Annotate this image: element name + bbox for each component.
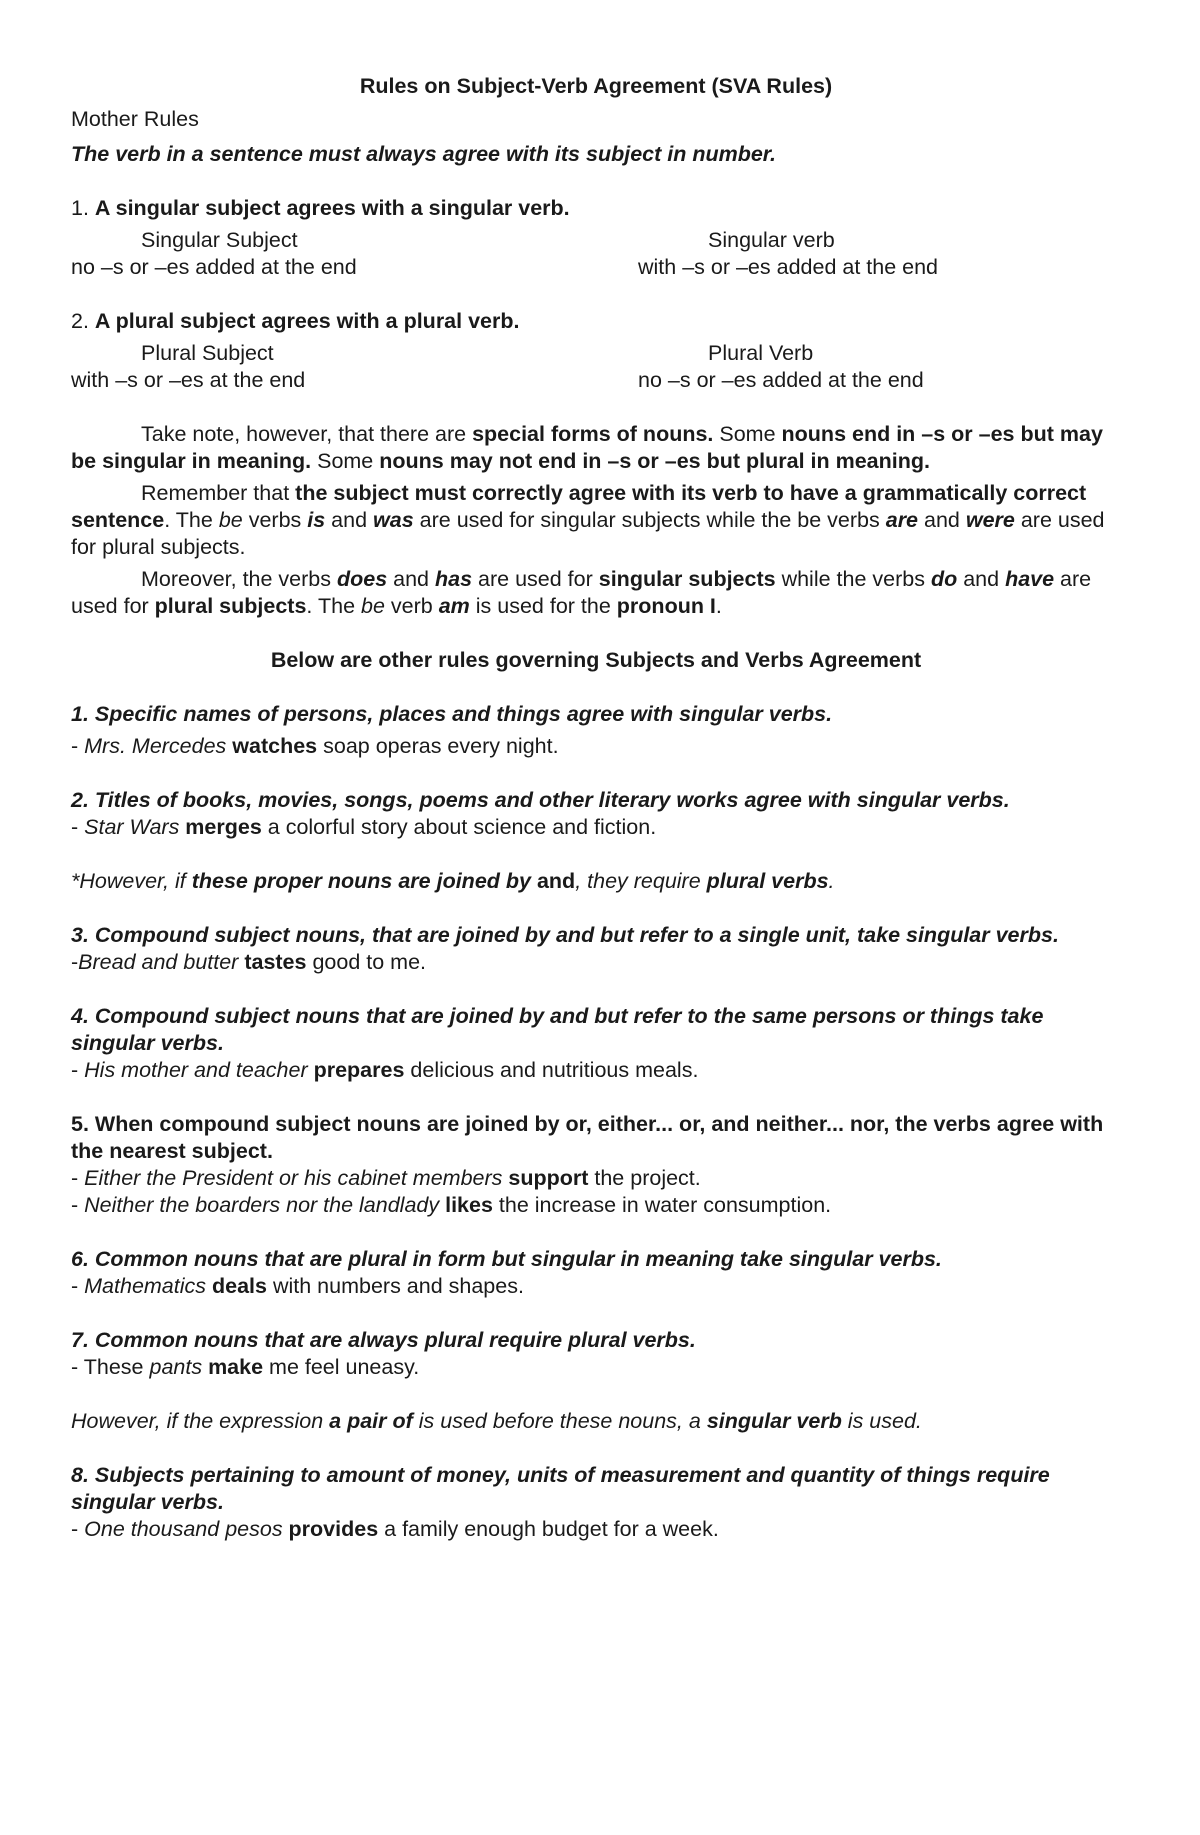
example-subject: Star Wars bbox=[84, 815, 186, 839]
text-run: are used for plural subjects. bbox=[71, 508, 1105, 559]
mother-rules-label: Mother Rules bbox=[71, 107, 199, 131]
text-run-bold-italic: does bbox=[336, 567, 388, 591]
example-prefix: - bbox=[71, 1274, 85, 1298]
example-prefix: - bbox=[71, 815, 85, 839]
other-rule-5-example-1 bbox=[71, 1165, 1121, 1192]
example-verb: support bbox=[508, 1166, 589, 1190]
example-rest: soap operas every night. bbox=[317, 734, 559, 758]
other-rule-1-heading: 1. Specific names of persons, places and things agree with singular verbs. bbox=[71, 702, 833, 726]
text-run: is used for the bbox=[469, 594, 617, 618]
paragraph-be-verbs bbox=[71, 480, 1121, 561]
example-prefix: - bbox=[71, 1193, 85, 1217]
other-rule-6-example bbox=[71, 1273, 1121, 1300]
text-run-bold: pronoun I bbox=[616, 594, 716, 618]
example-rest: me feel uneasy. bbox=[263, 1355, 420, 1379]
rule-2-right-desc: no –s or –es added at the end bbox=[638, 368, 924, 392]
text-run-bold-italic: plural verbs bbox=[706, 869, 829, 893]
rule-2-right-head: Plural Verb bbox=[708, 341, 814, 365]
rule-2-number: 2. bbox=[71, 309, 89, 333]
text-run-bold: nouns end in –s or –es but may be singular in meaning. bbox=[71, 422, 1103, 473]
text-run: are used for bbox=[472, 567, 599, 591]
document-title: Rules on Subject-Verb Agreement (SVA Rules) bbox=[359, 74, 833, 98]
other-rule-6-heading: 6. Common nouns that are plural in form but singular in meaning take singular verbs. bbox=[71, 1247, 942, 1271]
example-rest: a colorful story about science and fiction. bbox=[261, 815, 657, 839]
other-rule-8-heading: 8. Subjects pertaining to amount of money, units of measurement and quantity of things require singular verbs. bbox=[71, 1463, 1050, 1514]
example-verb: merges bbox=[185, 815, 262, 839]
example-verb: make bbox=[208, 1355, 264, 1379]
note-a-pair-of bbox=[71, 1408, 1121, 1435]
other-rule-7-example bbox=[71, 1354, 1121, 1381]
paragraph-special-nouns bbox=[71, 421, 1121, 475]
text-run: are used for singular subjects while the be verbs bbox=[413, 508, 886, 532]
example-rest: the increase in water consumption. bbox=[492, 1193, 832, 1217]
example-verb: provides bbox=[288, 1517, 379, 1541]
text-run-bold: special forms of nouns. bbox=[472, 422, 714, 446]
text-run-bold: and bbox=[536, 869, 576, 893]
text-run-bold: the subject must correctly agree with its verb to have a grammatically correct sentence bbox=[71, 481, 1087, 532]
example-rest: with numbers and shapes. bbox=[266, 1274, 524, 1298]
other-rule-7-heading: 7. Common nouns that are always plural require plural verbs. bbox=[71, 1328, 696, 1352]
example-subject: pants bbox=[149, 1355, 209, 1379]
mother-rule-text: The verb in a sentence must always agree with its subject in number. bbox=[71, 142, 776, 166]
text-run-bold: singular subjects bbox=[598, 567, 776, 591]
text-run: . The bbox=[306, 594, 362, 618]
text-run: verbs bbox=[242, 508, 308, 532]
other-rule-8-example bbox=[71, 1516, 1121, 1543]
text-run: Take note, however, that there are bbox=[141, 422, 473, 446]
text-run: verb bbox=[384, 594, 439, 618]
text-run: and bbox=[957, 567, 1006, 591]
example-rest: the project. bbox=[588, 1166, 701, 1190]
text-run: and bbox=[325, 508, 374, 532]
text-run-bold-italic: am bbox=[438, 594, 470, 618]
example-verb: prepares bbox=[313, 1058, 405, 1082]
example-prefix: - bbox=[71, 1166, 85, 1190]
text-run-bold-italic: do bbox=[930, 567, 958, 591]
text-run-bold-italic: is bbox=[307, 508, 326, 532]
example-rest: a family enough budget for a week. bbox=[378, 1517, 719, 1541]
other-rule-1-example bbox=[71, 733, 1121, 760]
text-run-italic: However, if the expression bbox=[71, 1409, 330, 1433]
example-subject: Either the President or his cabinet members bbox=[84, 1166, 509, 1190]
rule-2-text: A plural subject agrees with a plural verb. bbox=[94, 309, 520, 333]
document-content bbox=[71, 73, 1121, 1543]
text-run-bold-italic: are bbox=[885, 508, 919, 532]
text-run: are used for bbox=[71, 567, 1092, 618]
rule-1-text: A singular subject agrees with a singular verb. bbox=[94, 196, 570, 220]
text-run-bold-italic: were bbox=[965, 508, 1015, 532]
section-heading: Below are other rules governing Subjects and Verbs Agreement bbox=[270, 648, 922, 672]
text-run: while the verbs bbox=[775, 567, 931, 591]
text-run: and bbox=[387, 567, 435, 591]
other-rule-5-example-2 bbox=[71, 1192, 1121, 1219]
example-rest: delicious and nutritious meals. bbox=[404, 1058, 699, 1082]
other-rule-4-example bbox=[71, 1057, 1121, 1084]
example-verb: likes bbox=[445, 1193, 493, 1217]
example-verb: watches bbox=[232, 734, 318, 758]
example-subject: Bread and butter bbox=[78, 950, 245, 974]
text-run-bold-italic: was bbox=[373, 508, 414, 532]
example-verb: deals bbox=[212, 1274, 267, 1298]
text-run-italic: is used before these nouns, a bbox=[412, 1409, 707, 1433]
example-prefix: - bbox=[71, 734, 85, 758]
text-run-bold-italic: singular verb bbox=[706, 1409, 842, 1433]
note-proper-nouns-and bbox=[71, 868, 1121, 895]
example-subject: Mrs. Mercedes bbox=[84, 734, 233, 758]
rule-1-table bbox=[71, 227, 1121, 281]
text-run-bold-italic: has bbox=[435, 567, 473, 591]
text-run-italic: is used. bbox=[841, 1409, 922, 1433]
other-rule-3-heading: 3. Compound subject nouns, that are joined by and but refer to a single unit, take singular verbs. bbox=[71, 923, 1059, 947]
text-run-bold-italic: a pair of bbox=[329, 1409, 413, 1433]
paragraph-does-has bbox=[71, 566, 1121, 620]
example-subject: Neither the boarders nor the landlady bbox=[84, 1193, 446, 1217]
rule-1-right-head: Singular verb bbox=[708, 228, 835, 252]
text-run-italic: . bbox=[828, 869, 835, 893]
example-subject: His mother and teacher bbox=[84, 1058, 314, 1082]
rule-2-left-head: Plural Subject bbox=[141, 341, 274, 365]
example-prefix: - bbox=[71, 1517, 85, 1541]
rule-1-right-desc: with –s or –es added at the end bbox=[638, 255, 939, 279]
example-prefix: - bbox=[71, 1058, 85, 1082]
text-run-bold-italic: have bbox=[1005, 567, 1055, 591]
text-run: and bbox=[918, 508, 966, 532]
text-run: . bbox=[715, 594, 722, 618]
example-prefix: - bbox=[71, 950, 79, 974]
other-rule-4-heading: 4. Compound subject nouns that are joined by and but refer to the same persons or things take singular verbs. bbox=[71, 1004, 1044, 1055]
text-run-bold: nouns may not end in –s or –es but plural in meaning. bbox=[379, 449, 930, 473]
rule-1-left-desc: no –s or –es added at the end bbox=[71, 255, 357, 279]
example-rest: good to me. bbox=[306, 950, 427, 974]
rule-1-number: 1. bbox=[71, 196, 89, 220]
text-run: . The bbox=[164, 508, 219, 532]
other-rule-2-heading: 2. Titles of books, movies, songs, poems and other literary works agree with singular verbs. bbox=[71, 788, 1010, 812]
text-run-bold-italic: these proper nouns are joined by bbox=[191, 869, 537, 893]
rule-2-left-desc: with –s or –es at the end bbox=[71, 368, 306, 392]
text-run: Some bbox=[311, 449, 380, 473]
example-subject: One thousand pesos bbox=[84, 1517, 289, 1541]
text-run: Remember that bbox=[141, 481, 296, 505]
other-rule-5-heading: 5. When compound subject nouns are joined by or, either... or, and neither... nor, the verbs agree with the nearest subject. bbox=[71, 1112, 1104, 1163]
rule-2-table bbox=[71, 340, 1121, 394]
example-verb: tastes bbox=[244, 950, 307, 974]
other-rule-3-example bbox=[71, 949, 1121, 976]
text-run-bold: plural subjects bbox=[154, 594, 307, 618]
rule-1-left-head: Singular Subject bbox=[141, 228, 298, 252]
example-prefix: - These bbox=[71, 1355, 150, 1379]
rule-2-heading bbox=[71, 308, 1121, 335]
text-run-italic: *However, if bbox=[71, 869, 192, 893]
other-rule-2-example bbox=[71, 814, 1121, 841]
rule-1-heading bbox=[71, 195, 1121, 222]
text-run-italic: be bbox=[361, 594, 385, 618]
text-run-italic: be bbox=[218, 508, 243, 532]
example-subject: Mathematics bbox=[84, 1274, 212, 1298]
text-run-italic: , they require bbox=[575, 869, 707, 893]
text-run: Moreover, the verbs bbox=[141, 567, 337, 591]
text-run: Some bbox=[713, 422, 782, 446]
